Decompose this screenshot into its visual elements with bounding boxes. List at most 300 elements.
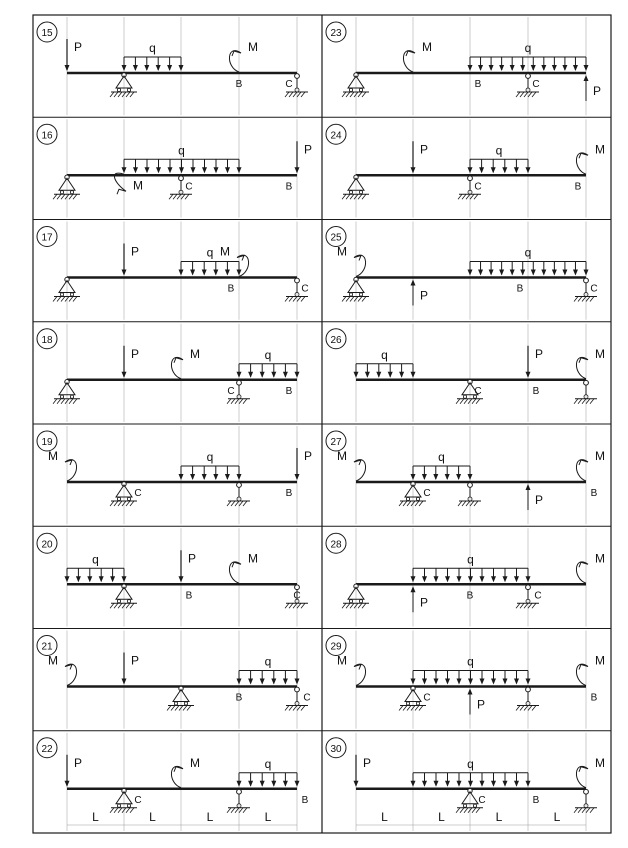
roller-support-hatch <box>169 194 173 199</box>
roller-support-hatch <box>235 808 239 813</box>
distributed-load-arrow-head <box>271 781 276 787</box>
distributed-load-arrow-head <box>411 372 416 378</box>
pin-support-hatch <box>362 297 366 302</box>
point-load-arrow-head <box>295 167 300 173</box>
distributed-load-label: q <box>264 756 272 771</box>
roller-support-hatch <box>586 399 590 404</box>
distributed-load-arrow-head <box>295 679 300 685</box>
pin-support-hatch <box>110 603 114 608</box>
point-load-arrow-head <box>179 576 184 582</box>
point-load-label: P <box>131 653 140 668</box>
distributed-load-arrow-head <box>214 167 219 173</box>
pin-support-hatch <box>403 501 407 506</box>
distributed-load-label: q <box>438 450 445 464</box>
roller-support-hatch <box>474 501 478 506</box>
pin-support-hatch <box>346 297 350 302</box>
pin-support-hatch <box>342 297 346 302</box>
distributed-load-arrow-head <box>190 474 195 480</box>
distributed-load-label: q <box>524 41 532 55</box>
distributed-load-arrow-head <box>213 270 218 276</box>
pin-support-hatch <box>114 92 118 97</box>
roller-support-hinge <box>468 176 473 181</box>
roller-support-hatch <box>462 501 466 506</box>
point-label-C: C <box>532 79 540 90</box>
pin-support-hatch <box>350 92 354 97</box>
moment-label: M <box>48 653 58 668</box>
support-roller-right <box>127 88 130 91</box>
roller-support-hatch <box>532 706 536 711</box>
distributed-load-arrow-head <box>354 372 359 378</box>
roller-support-hinge <box>584 789 589 794</box>
roller-support-hatch <box>578 297 582 302</box>
distributed-load-arrow-head <box>520 65 525 71</box>
pin-support-hatch <box>403 706 407 711</box>
roller-support-hinge <box>295 278 300 283</box>
distributed-load-arrow-head <box>399 372 404 378</box>
pin-support-hatch <box>171 706 175 711</box>
distributed-load-arrow-head <box>573 65 578 71</box>
pin-support-hatch <box>358 92 362 97</box>
moment-label: M <box>422 40 432 54</box>
point-load-arrow-head <box>411 167 416 173</box>
distributed-load-arrow-head <box>237 372 242 378</box>
roller-support-hatch <box>301 706 305 711</box>
moment-label: M <box>595 653 605 668</box>
distributed-load-arrow-head <box>202 270 207 276</box>
point-load-label: P <box>593 84 602 98</box>
roller-support-hinge <box>584 278 589 283</box>
point-load-arrow-head <box>354 781 359 787</box>
point-load-arrow-head <box>411 586 416 592</box>
roller-support-hatch <box>293 297 297 302</box>
problem-number: 21 <box>41 641 53 653</box>
roller-support-hatch <box>227 501 231 506</box>
roller-support-hatch <box>231 399 235 404</box>
distributed-load-arrow-head <box>499 65 504 71</box>
distributed-load-arrow-head <box>122 167 127 173</box>
distributed-load-arrow-head <box>502 167 507 173</box>
pin-support-hatch <box>53 194 57 199</box>
support-roller-right <box>416 497 419 500</box>
pin-support-hatch <box>126 92 130 97</box>
distributed-load-arrow-head <box>478 65 483 71</box>
roller-support-hatch <box>574 808 578 813</box>
span-length-label: L <box>264 810 272 824</box>
pin-support-hatch <box>342 92 346 97</box>
point-label-B: B <box>285 385 293 397</box>
pin-support-hatch <box>460 808 464 813</box>
pin-support-hatch <box>53 399 57 404</box>
beam-panel-15 <box>37 17 308 115</box>
distributed-load-arrow-head <box>248 781 253 787</box>
roller-support-hatch <box>470 194 474 199</box>
moment-label: M <box>190 346 200 361</box>
roller-support-hatch <box>516 603 520 608</box>
point-label-B: B <box>235 79 243 90</box>
pin-support-hatch <box>61 399 65 404</box>
problem-number: 15 <box>41 28 53 39</box>
roller-support-hatch <box>285 297 289 302</box>
pin-support-hatch <box>460 399 464 404</box>
distributed-load-arrow-head <box>422 576 427 582</box>
roller-support-hatch <box>243 501 247 506</box>
distributed-load-arrow-head <box>295 781 300 787</box>
distributed-load-arrow-head <box>213 474 218 480</box>
roller-support-hatch <box>528 603 532 608</box>
roller-support-hatch <box>458 194 462 199</box>
point-load-arrow-head <box>65 65 70 71</box>
distributed-load-arrow-head <box>531 270 536 276</box>
point-label-B: B <box>474 79 482 90</box>
roller-support-hinge <box>526 687 531 692</box>
pin-support-hatch <box>415 501 419 506</box>
roller-support-hatch <box>293 603 297 608</box>
support-roller-left <box>349 293 352 296</box>
support-roller-right <box>70 191 73 194</box>
problem-number: 25 <box>330 232 342 244</box>
support-roller-right <box>473 804 476 807</box>
roller-support-hatch <box>462 194 466 199</box>
pin-support-hatch <box>126 808 130 813</box>
roller-support-hatch <box>239 399 243 404</box>
distributed-load-arrow-head <box>584 65 589 71</box>
distributed-load-arrow-head <box>457 781 462 787</box>
distributed-load-arrow-head <box>145 167 150 173</box>
support-roller-left <box>406 497 409 500</box>
distributed-load-arrow-head <box>411 781 416 787</box>
span-length-label: L <box>495 810 503 824</box>
distributed-load-label: q <box>467 756 474 771</box>
distributed-load-arrow-head <box>133 167 138 173</box>
support-roller-right <box>359 88 362 91</box>
roller-support-hatch <box>590 399 594 404</box>
roller-support-hatch <box>181 194 185 199</box>
pin-support-hatch <box>350 194 354 199</box>
pin-support-hatch <box>472 399 476 404</box>
point-load-label: P <box>420 595 429 610</box>
distributed-load-arrow-head <box>468 270 473 276</box>
pin-support-hatch <box>472 808 476 813</box>
point-label-C: C <box>185 181 193 193</box>
distributed-load-arrow-head <box>283 372 288 378</box>
moment-label: M <box>337 449 347 463</box>
distributed-load-arrow-head <box>225 167 230 173</box>
distributed-load-arrow-head <box>526 167 531 173</box>
point-load-label: P <box>131 244 140 259</box>
distributed-load-arrow-head <box>526 679 531 685</box>
support-roller-right <box>127 804 130 807</box>
point-load-arrow-head <box>526 484 531 490</box>
roller-support-hatch <box>524 706 528 711</box>
pin-support-hatch <box>407 501 411 506</box>
roller-support-hatch <box>520 92 524 97</box>
moment-label: M <box>190 755 200 770</box>
point-load-arrow-head <box>122 372 127 378</box>
pin-support-hatch <box>346 92 350 97</box>
pin-support-hatch <box>358 297 362 302</box>
roller-support-hatch <box>235 501 239 506</box>
support-roller-left <box>463 395 466 398</box>
pin-support-hatch <box>61 194 65 199</box>
moment-arc <box>576 766 588 787</box>
roller-support-hatch <box>458 501 462 506</box>
roller-support-hatch <box>590 808 594 813</box>
pin-support-hatch <box>57 297 61 302</box>
moment-label: M <box>337 653 347 668</box>
distributed-load-label: q <box>92 552 99 567</box>
support-roller-left <box>117 88 120 91</box>
roller-support-hatch <box>297 92 301 97</box>
distributed-load-arrow-head <box>225 270 230 276</box>
support-roller-right <box>127 600 130 603</box>
distributed-load-arrow-head <box>202 167 207 173</box>
distributed-load-arrow-head <box>271 679 276 685</box>
beam-panel-23 <box>326 17 601 115</box>
point-load-label: P <box>304 142 313 157</box>
distributed-load-arrow-head <box>445 474 450 480</box>
span-length-label: L <box>149 810 156 824</box>
pin-support-hatch <box>362 603 366 608</box>
distributed-load-arrow-head <box>260 781 265 787</box>
point-label-B: B <box>590 692 598 704</box>
support-roller-left <box>406 702 409 705</box>
pin-support-hatch <box>358 194 362 199</box>
point-label-C: C <box>590 283 598 295</box>
pin-support-hatch <box>118 808 122 813</box>
distributed-load-arrow-head <box>295 372 300 378</box>
point-label-B: B <box>574 181 582 193</box>
point-load-arrow-head <box>468 689 473 695</box>
roller-support-hatch <box>289 706 293 711</box>
distributed-load-arrow-head <box>87 576 92 582</box>
pin-support-hatch <box>167 706 171 711</box>
problem-number: 16 <box>41 130 53 142</box>
roller-support-hatch <box>586 808 590 813</box>
distributed-load-arrow-head <box>76 576 81 582</box>
moment-label: M <box>48 449 58 463</box>
pin-support-hatch <box>187 706 191 711</box>
moment-label: M <box>248 551 258 566</box>
moment-arc <box>403 51 415 72</box>
distributed-load-arrow-head <box>179 474 184 480</box>
roller-support-hatch <box>185 194 189 199</box>
pin-support-hatch <box>130 92 134 97</box>
distributed-load-arrow-head <box>190 270 195 276</box>
distributed-load-arrow-head <box>552 65 557 71</box>
roller-support-hatch <box>470 501 474 506</box>
distributed-load-arrow-head <box>510 65 515 71</box>
roller-support-hatch <box>516 92 520 97</box>
point-label-C: C <box>474 181 482 193</box>
roller-support-hinge <box>584 380 589 385</box>
pin-support-hatch <box>69 399 73 404</box>
distributed-load-arrow-head <box>503 576 508 582</box>
pin-support-hatch <box>73 297 77 302</box>
beam-panel-30 <box>326 733 605 831</box>
support-roller-left <box>60 395 63 398</box>
point-label-B: B <box>185 590 193 602</box>
roller-support-hatch <box>574 297 578 302</box>
pin-support-hatch <box>130 501 134 506</box>
distributed-load-arrow-head <box>191 167 196 173</box>
roller-support-hatch <box>516 706 520 711</box>
distributed-load-arrow-head <box>468 474 473 480</box>
problem-number: 23 <box>330 28 342 39</box>
roller-support-hatch <box>578 399 582 404</box>
roller-support-hatch <box>297 297 301 302</box>
distributed-load-arrow-head <box>562 65 567 71</box>
pin-support-hatch <box>126 603 130 608</box>
moment-arc <box>229 562 241 583</box>
roller-support-hinge <box>237 380 242 385</box>
distributed-load-arrow-head <box>480 781 485 787</box>
point-label-B: B <box>590 488 598 499</box>
distributed-load-arrow-head <box>411 679 416 685</box>
roller-support-hatch <box>582 399 586 404</box>
pin-support-hatch <box>69 194 73 199</box>
roller-support-hatch <box>528 92 532 97</box>
distributed-load-arrow-head <box>248 372 253 378</box>
beam-panel-22 <box>37 733 309 831</box>
pin-support-hatch <box>350 297 354 302</box>
distributed-load-arrow-head <box>365 372 370 378</box>
roller-support-hatch <box>524 92 528 97</box>
distributed-load-arrow-head <box>237 679 242 685</box>
roller-support-hatch <box>301 92 305 97</box>
roller-support-hatch <box>301 297 305 302</box>
roller-support-hatch <box>177 194 181 199</box>
distributed-load-arrow-head <box>514 167 519 173</box>
support-roller-left <box>349 88 352 91</box>
pin-support-hatch <box>415 706 419 711</box>
roller-support-hatch <box>297 706 301 711</box>
beam-panel-19 <box>37 426 312 524</box>
distributed-load-arrow-head <box>179 270 184 276</box>
distributed-load-arrow-head <box>283 679 288 685</box>
pin-support-hatch <box>69 297 73 302</box>
distributed-load-arrow-head <box>179 65 184 71</box>
roller-support-hatch <box>285 706 289 711</box>
roller-support-hinge <box>468 483 473 488</box>
pin-support-hatch <box>456 399 460 404</box>
pin-support-hatch <box>130 808 134 813</box>
support-roller-left <box>117 804 120 807</box>
roller-support-hatch <box>520 603 524 608</box>
distributed-load-arrow-head <box>478 270 483 276</box>
distributed-load-arrow-head <box>491 781 496 787</box>
distributed-load-arrow-head <box>376 372 381 378</box>
roller-support-hatch <box>243 399 247 404</box>
problem-number: 20 <box>41 539 53 551</box>
distributed-load-arrow-head <box>237 270 242 276</box>
span-length-label: L <box>381 810 388 824</box>
distributed-load-arrow-head <box>179 167 184 173</box>
beam-panel-27 <box>326 426 605 524</box>
pin-support-hatch <box>346 603 350 608</box>
roller-support-hatch <box>285 92 289 97</box>
roller-support-hinge <box>526 74 531 79</box>
point-label-B: B <box>301 794 309 806</box>
roller-support-hatch <box>532 603 536 608</box>
distributed-load-arrow-head <box>526 781 531 787</box>
pin-support-hatch <box>110 501 114 506</box>
moment-label: M <box>595 755 605 770</box>
distributed-load-arrow-head <box>503 781 508 787</box>
problem-number: 24 <box>330 130 342 142</box>
beam-panel-21 <box>37 631 311 729</box>
distributed-load-arrow-head <box>562 270 567 276</box>
pin-support-hatch <box>399 501 403 506</box>
point-load-arrow-head <box>122 679 127 685</box>
point-label-C: C <box>293 590 301 602</box>
point-load-arrow-head <box>122 270 127 276</box>
moment-arc <box>576 664 588 685</box>
roller-support-hinge <box>179 176 184 181</box>
distributed-load-arrow-head <box>434 576 439 582</box>
pin-support-hatch <box>73 194 77 199</box>
point-label-B: B <box>532 385 540 397</box>
support-roller-left <box>349 191 352 194</box>
moment-label: M <box>220 244 230 259</box>
problem-number: 30 <box>330 743 342 755</box>
distributed-load-arrow-head <box>526 576 531 582</box>
moment-arc <box>576 153 588 174</box>
support-roller-left <box>117 497 120 500</box>
point-label-C: C <box>227 385 235 397</box>
roller-support-hatch <box>173 194 177 199</box>
point-label-C: C <box>474 385 482 397</box>
support-roller-left <box>60 293 63 296</box>
distributed-load-arrow-head <box>237 474 242 480</box>
pin-support-hatch <box>118 92 122 97</box>
roller-support-hinge <box>237 483 242 488</box>
distributed-load-label: q <box>495 143 503 158</box>
pin-support-hatch <box>464 399 468 404</box>
roller-support-hinge <box>526 585 531 590</box>
point-load-arrow-head <box>65 781 70 787</box>
pin-support-hatch <box>73 399 77 404</box>
distributed-load-arrow-head <box>283 781 288 787</box>
pin-support-hatch <box>362 194 366 199</box>
distributed-load-arrow-head <box>168 167 173 173</box>
distributed-load-arrow-head <box>479 167 484 173</box>
distributed-load-arrow-head <box>499 270 504 276</box>
pin-support-hatch <box>407 706 411 711</box>
distributed-load-arrow-head <box>584 270 589 276</box>
distributed-load-arrow-head <box>260 372 265 378</box>
distributed-load-arrow-head <box>411 474 416 480</box>
distributed-load-arrow-head <box>552 270 557 276</box>
moment-arc <box>576 357 588 378</box>
roller-support-hatch <box>578 808 582 813</box>
point-load-arrow-head <box>411 280 416 286</box>
distributed-load-arrow-head <box>503 679 508 685</box>
distributed-load-arrow-head <box>411 576 416 582</box>
moment-arc <box>576 460 588 481</box>
pin-support-hatch <box>419 501 423 506</box>
distributed-load-arrow-head <box>541 65 546 71</box>
pin-support-hatch <box>346 194 350 199</box>
distributed-load-arrow-head <box>468 576 473 582</box>
point-load-label: P <box>477 697 486 712</box>
support-roller-right <box>184 702 187 705</box>
span-length-label: L <box>438 810 445 824</box>
distributed-load-label: q <box>467 654 474 669</box>
beam-panel-18 <box>37 324 300 422</box>
distributed-load-label: q <box>264 347 272 362</box>
distributed-load-label: q <box>149 41 156 55</box>
distributed-load-label: q <box>206 450 214 464</box>
